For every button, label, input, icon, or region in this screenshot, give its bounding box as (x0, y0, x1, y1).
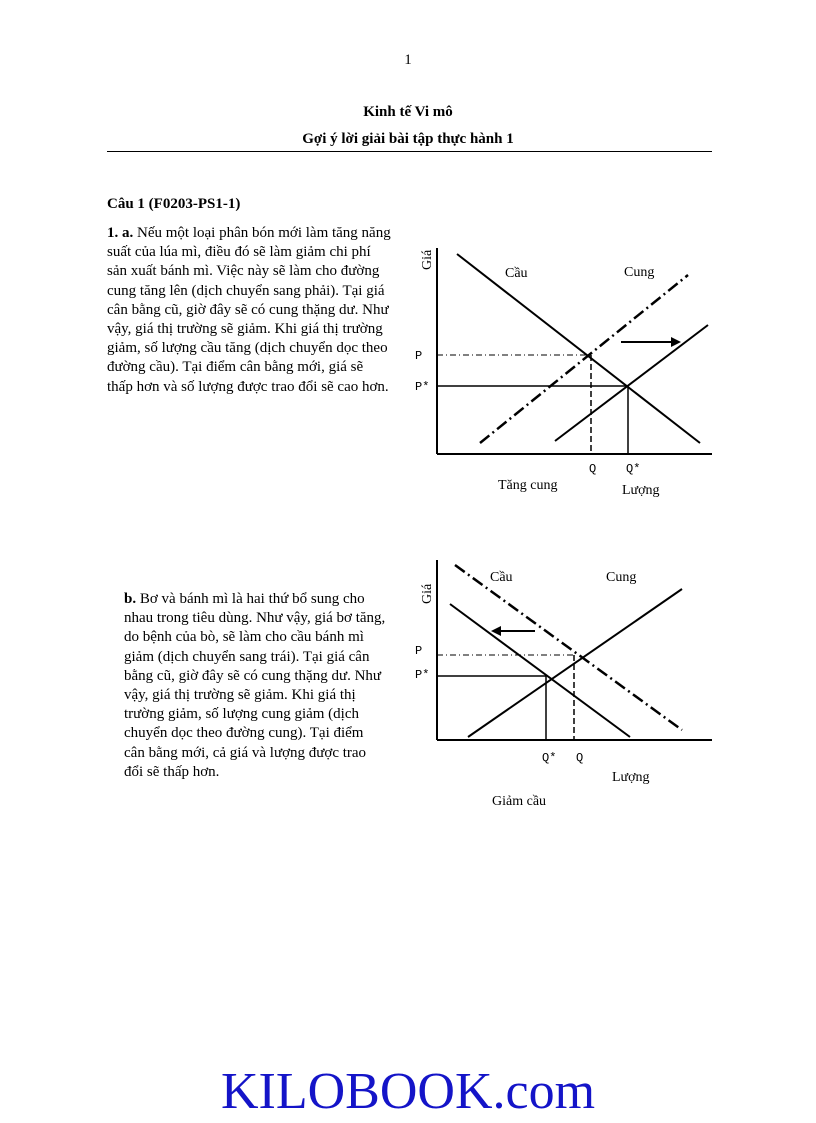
chart2-demand-new-line (450, 604, 630, 737)
chart1-caption: Tăng cung (498, 478, 558, 493)
chart2-y-label: Giá (420, 583, 435, 604)
part-a-text: Nếu một loại phân bón mới làm tăng năng suất của lúa mì, điều đó sẽ làm giảm chi phí sản xuất bánh mì. Việc này sẽ làm cho đường cung tăng lên (dịch chuyển sang phải). Tại giá cân bằng cũ, giờ đây sẽ có cung thặng dư. Như vậy, giá thị trường sẽ giảm. Khi giá thị trường giảm, số lượng cầu tăng (dịch chuyển dọc theo đường cầu). Tại điểm cân bằng mới, giá sẽ thấp hơn và số lượng được trao đổi sẽ cao hơn. (107, 225, 391, 395)
chart2-price-p-label: P (415, 644, 423, 658)
chart2-x-label: Lượng (612, 770, 650, 785)
chart2-supply-line (468, 589, 682, 737)
document-title: Kinh tế Vi mô (363, 104, 453, 120)
chart1-supply-label: Cung (624, 265, 655, 280)
page-number: 1 (404, 52, 412, 68)
chart2-demand-old-line (455, 565, 682, 730)
chart2-quantity-qstar-label: Q* (542, 751, 557, 765)
chart-demand-decrease (415, 560, 712, 809)
chart2-caption: Giảm cầu (492, 794, 547, 809)
chart1-price-pstar-label: P* (415, 380, 430, 394)
part-a-label: 1. a. (107, 225, 134, 241)
chart1-x-label: Lượng (622, 483, 660, 498)
part-b-text: Bơ và bánh mì là hai thứ bổ sung cho nhau trong tiêu dùng. Như vậy, giá bơ tăng, do bệnh của bò, sẽ làm cho cầu bánh mì giảm (dịch chuyển sang trái). Tại giá cân bằng cũ, giờ đây sẽ có cung thặng dư. Như vậy, giá thị trường sẽ giảm. Khi giá thị trường giảm, số lượng cung giảm (dịch chuyển dọc theo đường cung). Tại điểm cân bằng mới, cả giá và lượng được trao đổi sẽ thấp hơn. (124, 591, 386, 780)
chart1-price-p-label: P (415, 349, 423, 363)
chart1-quantity-qstar-label: Q* (626, 462, 641, 476)
document-subtitle: Gợi ý lời giải bài tập thực hành 1 (302, 131, 514, 147)
chart2-quantity-q-label: Q (576, 751, 584, 765)
chart-supply-increase (415, 248, 712, 498)
chart2-supply-label: Cung (606, 570, 637, 585)
watermark: KILOBOOK.com (220, 1063, 596, 1120)
chart2-demand-label: Cầu (490, 570, 513, 585)
part-b-label: b. (124, 591, 137, 607)
chart2-price-pstar-label: P* (415, 668, 430, 682)
chart1-demand-line (457, 254, 700, 443)
chart1-quantity-q-label: Q (589, 462, 597, 476)
chart1-y-label: Giá (420, 249, 435, 270)
question-heading: Câu 1 (F0203-PS1-1) (107, 196, 241, 212)
chart1-demand-label: Cầu (505, 266, 528, 281)
